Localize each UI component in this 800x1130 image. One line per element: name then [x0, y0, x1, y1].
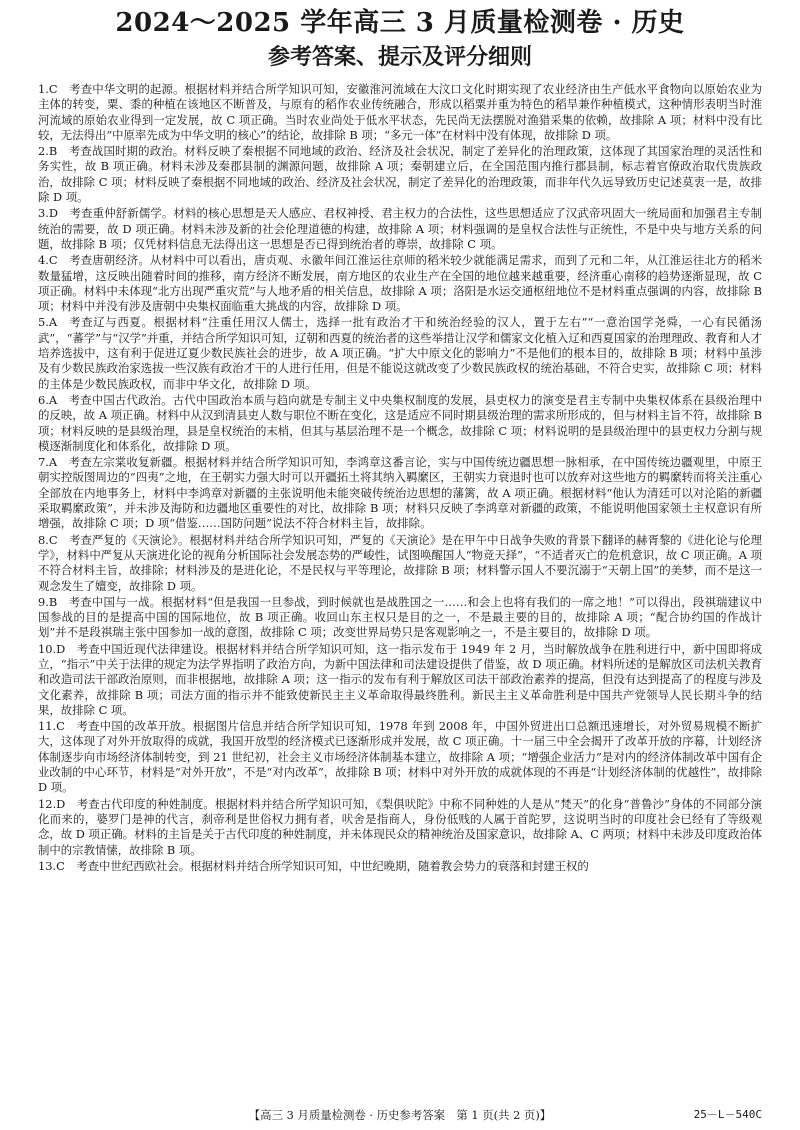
answer-number: 5.: [38, 315, 49, 330]
answer-explanation: 考查辽与西夏。根据材料“注重任用汉人儒士，选择一批有政治才干和统治经验的汉人，置于左右”“一意治国学尧舜，一心有民循汤武”，“蕃学”与“汉学”并重，并结合所学知识可知，辽朝和西夏的统治者的这些举措让汉学和儒家文化植入辽和西夏国家的治理理政、教育和人才培养选拔中，这有利于促进辽夏少数民族社会的进步，故 A 项正确。“扩大中原文化的影响力”不是他们的根本目的，故排除 B 项；材料中虽涉及有少数民族政治家选拔一些汉族有政治才干的人进行任用，但是不能说这就改变了少数民族政权的统治基础，不符合史实，故排除 C 项；材料的主体是少数民族政权，而非中华文化，故排除 D 项。: [38, 315, 762, 391]
answer-explanation: 考查严复的《天演论》。根据材料并结合所学知识可知，严复的《天演论》是在甲午中日战争失败的背景下翻译的赫胥黎的《进化论与伦理学》，材料中严复从天演进化论的视角分析国际社会发展态势的严峻性，试图唤醒国人“物竞天择”，“不适者灭亡的危机意识，故 C 项正确。A 项不符合材料主旨，故排除；材料涉及的是进化论，不是民权与平等理论，故排除 B 项；材料警示国人不要沉溺于“天朝上国”的美梦，而不是这一观念发生了嬗变，故排除 D 项。: [38, 532, 762, 593]
answer-key: C: [48, 253, 58, 268]
answer-explanation: 考查重仲舒新儒学。材料的核心思想是天人感应、君权神授、君主权力的合法性，这些思想适应了汉武帝巩固大一统局面和加强君主专制统治的需要，故 D 项正确。材料未涉及新的社会伦理道德的构建，故排除 A 项；材料强调的是皇权合法性与正统性，不是中央与地方关系的问题，故排除 B 项；仅凭材料信息无法得出这一思想是否已得到统治者的尊崇，故排除 C 项。: [38, 206, 762, 251]
answer-number: 1.: [38, 82, 49, 96]
answer-item: [38, 253, 762, 314]
answer-number: 13.: [38, 858, 57, 873]
answer-key: C: [56, 858, 65, 873]
answer-item: [38, 719, 762, 795]
footer-code: 25－L－540C: [693, 1108, 762, 1121]
answer-explanation: 考查古代印度的种姓制度。根据材料并结合所学知识可知，《梨俱吠陀》中称不同种姓的人是从“梵天”的化身“普鲁沙”身体的不同部分演化而来的，婆罗门是神的代言，刹帝利是世俗权力拥有者，吠舍是指商人，身份低贱的人属于首陀罗，这说明当时的印度社会已经有了等级观念，故 D 项正确。材料的主旨是关于古代印度的种姓制度，并未体现民众的精神统治及国家意识，故排除 A、C 两项；材料中未涉及印度政治体制中的宗教情愫，故排除 B 项。: [38, 796, 762, 857]
answer-item: [38, 144, 762, 205]
answer-key: D: [56, 796, 66, 811]
answer-key: C: [48, 82, 58, 96]
answer-number: 11.: [38, 719, 57, 734]
answer-item: [38, 393, 762, 454]
answer-key: C: [56, 719, 65, 734]
answer-explanation: 考查中国古代政治。古代中国政治本质与趋向就是专制主义中央集权制度的发展，县吏权力的演变是君主专制中央集权体系在县级治理中的反映，故 A 项正确。材料中从汉到清县吏人数与职位不断在变化，这是适应不同时期县级治理的需求所形成的，但与材料主旨不符，故排除 B 项；材料反映的是县级治理，县是皇权统治的末梢，但其与基层治理不是一个概念，故排除 C 项；材料说明的是县级治理中的县吏权力分割与规模逐渐制度化和体系化，故排除 D 项。: [38, 392, 762, 453]
page-title: 2024～2025 学年高三 3 月质量检测卷 · 历史: [115, 8, 685, 38]
answer-explanation: 考查中世纪西欧社会。根据材料并结合所学知识可知，中世纪晚期，随着教会势力的衰落和封建王权的: [76, 858, 589, 873]
answer-explanation: 考查中国与一战。根据材料“但是我国一旦参战，到时候就也是战胜国之一……和会上也将有我们的一席之地！”可以得出，段祺瑞建议中国参战的目的是提高中国的国际地位，故 B 项正确。收回山东主权只是目的之一，不是最主要的目的，故排除 A 项；“配合协约国的作战计划”并不是段祺瑞主张中国参加一战的意图，故排除 C 项；改变世界局势只是客观影响之一，不是主要目的，故排除 D 项。: [38, 594, 762, 640]
answer-item: [38, 797, 762, 858]
answer-key: B: [48, 144, 58, 159]
answer-number: 6.: [38, 392, 49, 407]
answer-key: B: [48, 594, 58, 609]
answer-number: 9.: [38, 594, 49, 609]
answer-key: A: [48, 455, 58, 470]
answer-item: [38, 315, 762, 391]
answer-key: C: [48, 532, 58, 547]
answer-key: D: [56, 641, 66, 656]
answer-explanation: 考查中国的改革开放。根据图片信息并结合所学知识可知，1978 年到 2008 年，中国外贸进出口总额迅速增长，对外贸易规模不断扩大，这体现了对外开放取得的成就，我国开放型的经济模式已逐渐形成并发展，故 C 项正确。十一届三中全会揭开了改革开放的序幕，计划经济体制逐步向市场经济体制转变，到 21 世纪初，社会主义市场经济体制基本建立，故排除 A 项；“增强企业活力”是对内的经济体制改革中国有企业改制的中心环节，材料是“对外开放”，不是“对内改革”，故排除 B 项；材料中对外开放的成就体现的不再是“计划经济体制的优越性”，故排除 D 项。: [38, 719, 762, 795]
answer-explanation: 考查战国时期的政治。材料反映了秦根据不同地域的政治、经济及社会状况，制定了差异化的治理政策，这体现了其国家治理的灵活性和务实性，故 B 项正确。材料未涉及秦郡县制的渊源问题，故排除 A 项；秦朝建立后，在全国范围内推行郡县制，标志着官僚政治取代贵族政治，故排除 C 项；材料反映了秦根据不同地域的政治、经济及社会状况，制定了差异化的治理政策，而非年代久远导致历史记述莫衷一是，故排除 D 项。: [38, 144, 762, 205]
answer-number: 8.: [38, 532, 49, 547]
answer-number: 7.: [38, 455, 49, 470]
answer-key: A: [48, 315, 58, 330]
answer-number: 2.: [38, 144, 49, 159]
answer-number: 4.: [38, 253, 49, 268]
answer-item: [38, 206, 762, 252]
answer-item: [38, 533, 762, 594]
footer-page-info: 【高三 3 月质量检测卷 · 历史参考答案 第 1 页(共 2 页)】: [248, 1108, 552, 1122]
answer-explanation: 考查中华文明的起源。根据材料并结合所学知识可知，安徽淮河流域在大汶口文化时期实现了农业经济由生产低水平食物向以原始农业为主体的转变，粟、黍的种植在该地区不断普及，与原有的稻作农业传统融合，形成以稻粟并重为特色的稻旱兼作种植模式，这种情形表明当时淮河流域的原始农业得到一定发展，故 C 项正确。当时农业尚处于低水平状态，先民尚无法摆脱对渔猎采集的依赖，故排除 A 项；材料中没有比较，无法得出“中原率先成为中华文明的核心”的结论，故排除 B 项；“多元一体”在材料中没有体现，故排除 D 项。: [38, 82, 762, 142]
answer-key: D: [48, 206, 59, 221]
answer-list: [38, 82, 762, 874]
answer-explanation: 考查唐朝经济。从材料中可以看出，唐贞观、永徽年间江淮运往京师的稻米较少就能满足需求，而到了元和二年，从江淮运往北方的稻米数量猛增，这反映出随着时间的推移，南方经济不断发展，南方地区的农业生产在全国的地位越来越重要，经济重心南移的趋势逐渐显现，故 C 项正确。材料中未体现“北方出现严重灾荒”与人地矛盾的相关信息，故排除 A 项；洛阳是水运交通枢纽地位不是材料重点强调的内容，故排除 B 项；材料中并没有涉及唐朝中央集权面临重大挑战的内容，故排除 D 项。: [38, 253, 762, 314]
page-subtitle: 参考答案、提示及评分细则: [267, 44, 532, 70]
answer-number: 12.: [38, 796, 57, 811]
answer-item: [38, 455, 762, 531]
answer-explanation: 考查左宗棠收复新疆。根据材料并结合所学知识可知，李鸿章这番言论，实与中国传统边疆思想一脉相承，在中国传统边疆观里，中原王朝实控版图周边的“四夷”之地，在王朝实力强大时可以开疆拓土将其纳入羁縻区，王朝实力衰退时也可以放弃对这些地方的羁縻转而将关注重心全部放在内地事务上，材料中李鸿章对新疆的主张说明他未能突破传统治边思想的藩篱，故 A 项正确。根据材料“他认为清廷可以对沦陷的新疆采取羁縻政策”，并未涉及海防和边疆地区重要性的对比，故排除 B 项；材料只反映了李鸿章对新疆的政策，不能说明他国家领土主权意识有所增强，故排除 C 项；D 项“借鉴……国防问题”说法不符合材料主旨，故排除。: [38, 455, 762, 531]
answer-number: 10.: [38, 641, 57, 656]
answer-number: 3.: [38, 206, 49, 221]
answer-item: [38, 642, 762, 718]
answer-item: [38, 859, 762, 874]
answer-item: [38, 595, 762, 641]
answer-key: A: [48, 392, 58, 407]
page-footer: [0, 1106, 800, 1124]
answer-item: [38, 82, 762, 143]
answer-explanation: 考查中国近现代法律建设。根据材料并结合所学知识可知，这一指示发布于 1949 年 2 月，当时解放战争在胜利进行中，新中国即将成立，“指示”中关于法律的规定为法学界指明了政治方向，为新中国法律和司法建设提供了借鉴，故 D 项正确。材料所述的是解放区司法机关教育和改造司法干部政治原则，而非根据地，故排除 A 项；这一指示的发布有利于解放区司法干部政治素养的提高，但没有达到提高了的程度与涉及文化素养，故排除 B 项；司法方面的指示并不能致使新民主主义革命取得最终胜利。新民主主义革命胜利是中国共产党领导人民长期斗争的结果，故排除 C 项。: [38, 641, 762, 717]
